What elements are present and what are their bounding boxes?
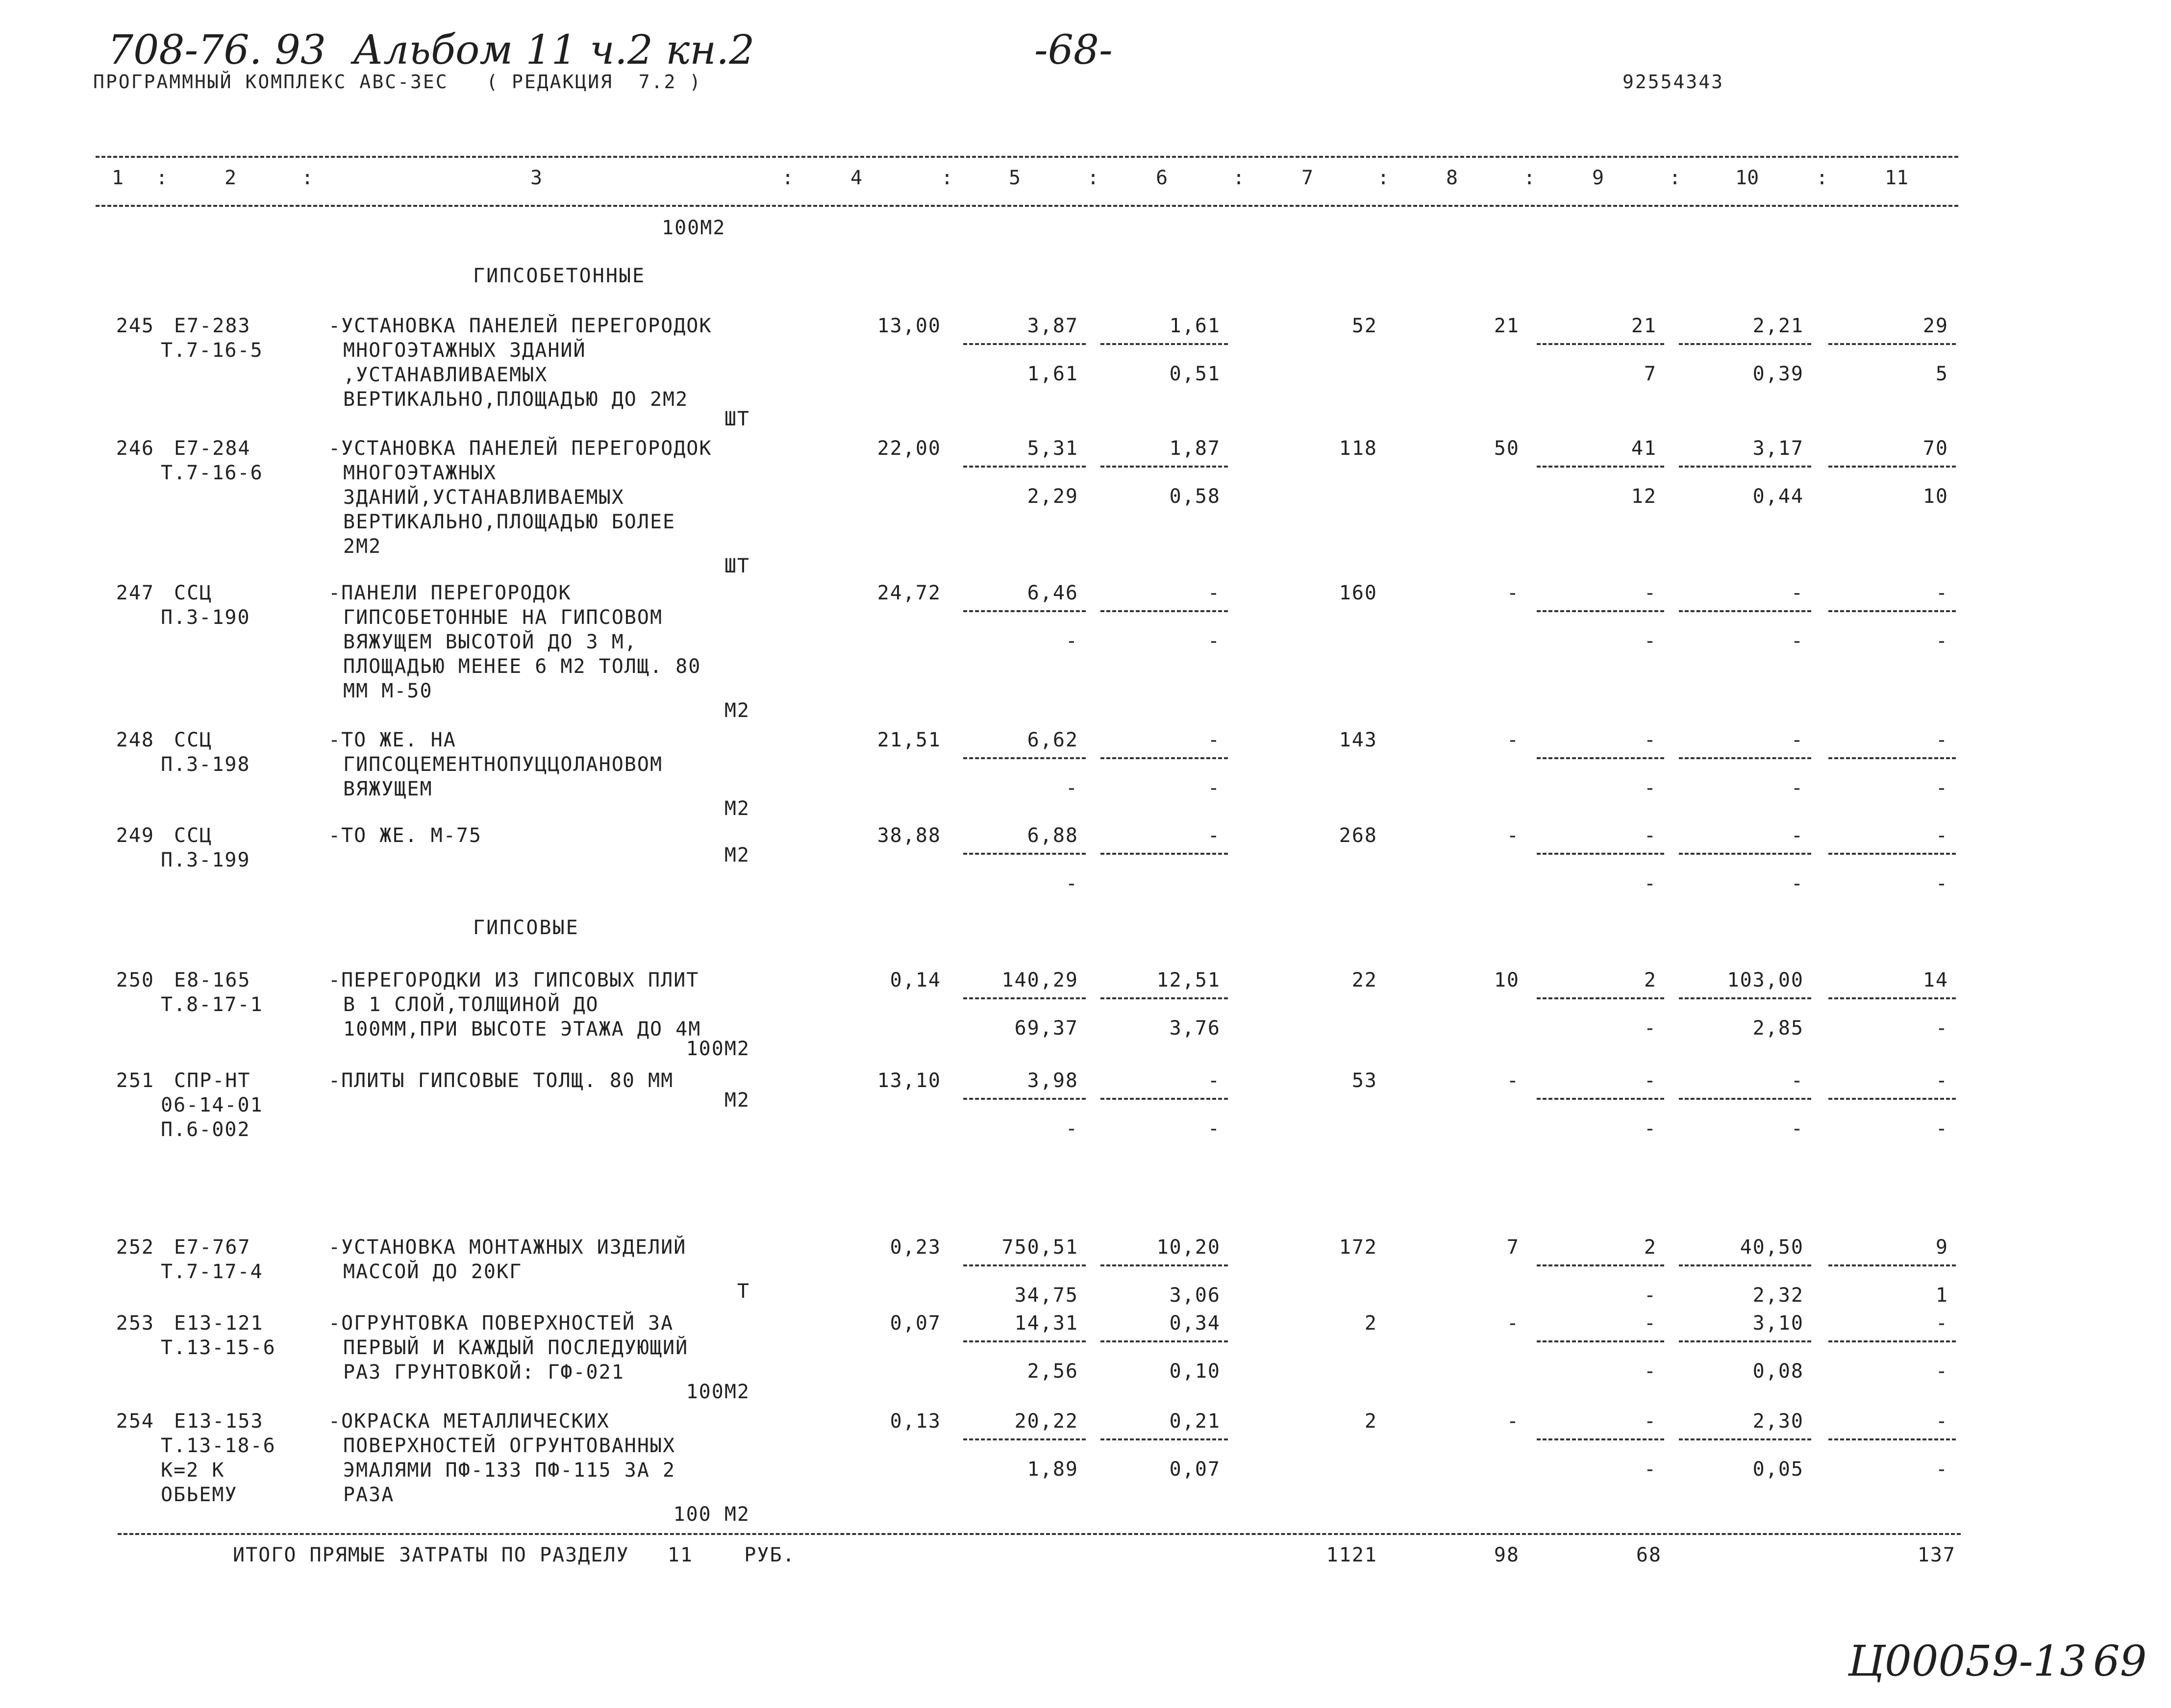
fraction-line — [1537, 1098, 1664, 1100]
row-c5b: 1,61 — [1027, 363, 1078, 385]
fraction-line — [1679, 757, 1811, 759]
row-c11b: 5 — [1935, 363, 1948, 385]
col-separator: : — [1523, 167, 1536, 189]
row-c11: - — [1935, 1410, 1948, 1433]
row-c9: - — [1644, 824, 1657, 847]
row-number: 253 — [116, 1312, 154, 1335]
total-col-9: 68 — [1636, 1544, 1662, 1566]
fraction-line — [1828, 1098, 1956, 1100]
row-description: ВЕРТИКАЛЬНО,ПЛОЩАДЬЮ БОЛЕЕ — [343, 511, 676, 533]
row-c6: 10,20 — [1156, 1236, 1221, 1259]
col-separator: : — [1233, 167, 1245, 189]
section-title: ГИПСОБЕТОННЫЕ — [473, 265, 646, 287]
row-description: ЗДАНИЙ,УСТАНАВЛИВАЕМЫХ — [343, 486, 624, 509]
row-number: 246 — [116, 437, 154, 460]
row-code: Т.13-15-6 — [161, 1337, 276, 1359]
fraction-line — [1679, 466, 1811, 468]
row-unit: М2 — [724, 797, 750, 820]
row-c6: - — [1207, 1069, 1221, 1092]
row-c11b: - — [1935, 1458, 1948, 1481]
row-c6: - — [1207, 824, 1221, 847]
row-c6b: 0,58 — [1169, 485, 1221, 508]
fraction-line — [1828, 997, 1956, 999]
row-c5b: 69,37 — [1014, 1017, 1078, 1040]
row-c11b: - — [1935, 1117, 1948, 1140]
row-c6: 1,87 — [1169, 437, 1221, 460]
row-col-8: - — [1506, 1312, 1520, 1335]
row-description: МНОГОЭТАЖНЫХ — [343, 462, 497, 484]
row-description: ПЛОЩАДЬЮ МЕНЕЕ 6 М2 ТОЛЩ. 80 — [343, 655, 701, 678]
fraction-line — [963, 1264, 1086, 1266]
fraction-line — [1100, 1098, 1228, 1100]
row-col-7: 2 — [1364, 1312, 1377, 1335]
fraction-line — [1537, 757, 1664, 759]
fraction-line — [1828, 1264, 1956, 1266]
fraction-line — [1828, 466, 1956, 468]
row-c11: 9 — [1935, 1236, 1948, 1259]
row-c9: 2 — [1644, 1236, 1657, 1259]
row-col-7: 268 — [1339, 824, 1377, 847]
row-c10b: - — [1791, 630, 1804, 652]
row-c10b: 0,05 — [1752, 1458, 1804, 1481]
row-c6: 12,51 — [1156, 969, 1221, 991]
row-description: ВЯЖУЩЕМ — [343, 778, 433, 800]
row-c11b: - — [1935, 872, 1948, 895]
row-c10b: 2,32 — [1752, 1284, 1804, 1307]
row-description: ММ М-50 — [343, 680, 433, 702]
row-c9b: - — [1644, 1017, 1657, 1040]
row-description: 100ММ,ПРИ ВЫСОТЕ ЭТАЖА ДО 4М — [343, 1018, 701, 1040]
row-code: Т.7-16-5 — [161, 339, 263, 362]
row-code: ССЦ — [174, 824, 213, 847]
row-description: -ПЛИТЫ ГИПСОВЫЕ ТОЛЩ. 80 ММ — [328, 1069, 674, 1092]
row-col-7: 2 — [1364, 1410, 1377, 1433]
row-c6b: 0,51 — [1169, 363, 1221, 385]
row-c11: - — [1935, 729, 1948, 751]
code-number: 92554343 — [1622, 71, 1724, 93]
row-description: -УСТАНОВКА МОНТАЖНЫХ ИЗДЕЛИЙ — [328, 1236, 687, 1259]
fraction-line — [1537, 997, 1664, 999]
row-number: 251 — [116, 1069, 154, 1092]
row-c5b: 34,75 — [1014, 1284, 1078, 1307]
row-c10b: 2,85 — [1752, 1017, 1804, 1040]
row-code: 06-14-01 — [161, 1094, 263, 1116]
row-code: Т.13-18-6 — [161, 1435, 276, 1457]
row-c10: 2,21 — [1752, 315, 1804, 337]
row-c5b: 1,89 — [1027, 1458, 1078, 1481]
row-description: -ОКРАСКА МЕТАЛЛИЧЕСКИХ — [328, 1410, 610, 1433]
row-c5: 6,88 — [1027, 824, 1078, 847]
row-c9: - — [1644, 1069, 1657, 1092]
col-separator: : — [1087, 167, 1099, 189]
row-unit: ШТ — [724, 408, 750, 430]
row-description: ,УСТАНАВЛИВАЕМЫХ — [343, 364, 548, 386]
row-c6b: - — [1207, 1117, 1221, 1140]
row-unit: 100М2 — [686, 1381, 750, 1403]
row-c9: - — [1644, 582, 1657, 604]
col-header-3: 3 — [530, 167, 543, 189]
row-code: П.3-190 — [161, 606, 250, 629]
row-c5: 3,98 — [1027, 1069, 1078, 1092]
row-c9b: - — [1644, 872, 1657, 895]
fraction-line — [1100, 757, 1228, 759]
fraction-line — [1828, 1438, 1956, 1440]
row-c9: 41 — [1631, 437, 1657, 460]
row-unit: 100М2 — [686, 1038, 750, 1060]
col-header-1: 1 — [112, 167, 124, 189]
fraction-line — [1828, 853, 1956, 855]
row-col-7: 172 — [1339, 1236, 1377, 1259]
row-col-4: 0,23 — [890, 1236, 941, 1259]
row-col-7: 143 — [1339, 729, 1377, 751]
header-rule-top — [96, 156, 1958, 158]
row-c5b: 2,56 — [1027, 1360, 1078, 1383]
row-c5: 20,22 — [1014, 1410, 1078, 1433]
row-description: ПОВЕРХНОСТЕЙ ОГРУНТОВАННЫХ — [343, 1435, 676, 1457]
row-description: -УСТАНОВКА ПАНЕЛЕЙ ПЕРЕГОРОДОК — [328, 315, 712, 337]
fraction-line — [1100, 343, 1228, 345]
row-c9b: - — [1644, 630, 1657, 652]
row-col-8: 50 — [1494, 437, 1520, 460]
col-header-4: 4 — [850, 167, 863, 189]
row-c6b: 0,10 — [1169, 1360, 1221, 1383]
row-description: РАЗ ГРУНТОВКОЙ: ГФ-021 — [343, 1361, 624, 1384]
row-code: Е13-121 — [174, 1312, 264, 1335]
row-c11b: - — [1935, 1017, 1948, 1040]
row-description: -ПЕРЕГОРОДКИ ИЗ ГИПСОВЫХ ПЛИТ — [328, 969, 699, 991]
row-description: ПЕРВЫЙ И КАЖДЫЙ ПОСЛЕДУЮЩИЙ — [343, 1337, 689, 1359]
row-col-4: 0,13 — [890, 1410, 941, 1433]
row-c5b: 2,29 — [1027, 485, 1078, 508]
row-c9b: - — [1644, 1117, 1657, 1140]
fraction-line — [1679, 1264, 1811, 1266]
row-description: 2М2 — [343, 535, 382, 558]
fraction-line — [1537, 466, 1664, 468]
row-unit: М2 — [724, 844, 750, 866]
row-description: ГИПСОБЕТОННЫЕ НА ГИПСОВОМ — [343, 606, 663, 629]
fraction-line — [963, 610, 1086, 612]
col-separator: : — [301, 167, 314, 189]
row-code: К=2 К — [161, 1459, 225, 1482]
row-c9: - — [1644, 1410, 1657, 1433]
row-col-8: - — [1506, 729, 1520, 751]
fraction-line — [1679, 1098, 1811, 1100]
fraction-line — [963, 853, 1086, 855]
row-c5b: - — [1065, 777, 1078, 799]
fraction-line — [1537, 1340, 1664, 1342]
row-c9b: 12 — [1631, 485, 1657, 508]
row-col-4: 21,51 — [877, 729, 941, 751]
total-col-8: 98 — [1494, 1544, 1520, 1566]
fraction-line — [1537, 1438, 1664, 1440]
row-c9: 21 — [1631, 315, 1657, 337]
row-col-8: - — [1506, 582, 1520, 604]
row-col-8: 7 — [1506, 1236, 1520, 1259]
row-col-7: 53 — [1351, 1069, 1377, 1092]
row-c6: 1,61 — [1169, 315, 1221, 337]
row-description: МНОГОЭТАЖНЫХ ЗДАНИЙ — [343, 339, 586, 362]
col-separator: : — [156, 167, 168, 189]
row-col-8: - — [1506, 1069, 1520, 1092]
row-code: П.6-002 — [161, 1118, 250, 1141]
row-c11: - — [1935, 1312, 1948, 1335]
row-col-4: 0,14 — [890, 969, 941, 991]
fraction-line — [1100, 1264, 1228, 1266]
fraction-line — [1679, 853, 1811, 855]
row-c11: - — [1935, 1069, 1948, 1092]
row-c11: - — [1935, 824, 1948, 847]
row-col-8: 21 — [1494, 315, 1520, 337]
row-description: -УСТАНОВКА ПАНЕЛЕЙ ПЕРЕГОРОДОК — [328, 437, 712, 460]
header-rule-bottom — [96, 205, 1958, 207]
row-code: П.3-199 — [161, 849, 250, 871]
doc-code: 708-76. 93 — [108, 27, 326, 74]
row-c6: - — [1207, 729, 1221, 751]
row-c11b: 1 — [1935, 1284, 1948, 1307]
row-c6b: 3,76 — [1169, 1017, 1221, 1040]
row-c9: - — [1644, 1312, 1657, 1335]
row-c10b: 0,44 — [1752, 485, 1804, 508]
page-number: -68- — [1034, 27, 1113, 74]
row-c6: 0,21 — [1169, 1410, 1221, 1433]
row-code: Е7-283 — [174, 315, 251, 337]
row-c10: 40,50 — [1740, 1236, 1804, 1259]
row-c11: - — [1935, 582, 1948, 604]
col-separator: : — [782, 167, 794, 189]
row-col-7: 52 — [1351, 315, 1377, 337]
sheet-number: 69 — [2093, 1637, 2147, 1686]
fraction-line — [1537, 343, 1664, 345]
row-c10: - — [1791, 824, 1804, 847]
row-c6b: - — [1207, 630, 1221, 652]
row-code: Т.8-17-1 — [161, 993, 263, 1016]
fraction-line — [1679, 610, 1811, 612]
program-title: ПРОГРАММНЫЙ КОМПЛЕКС АВС-3ЕС ( РЕДАКЦИЯ 7.2 ) — [93, 71, 702, 93]
fraction-line — [1100, 466, 1228, 468]
footer-stamp: Ц00059-13 — [1848, 1637, 2087, 1686]
row-c11b: - — [1935, 630, 1948, 652]
row-c10b: 0,08 — [1752, 1360, 1804, 1383]
row-description: ЭМАЛЯМИ ПФ-133 ПФ-115 ЗА 2 — [343, 1459, 676, 1482]
row-description: РАЗА — [343, 1484, 395, 1506]
fraction-line — [963, 757, 1086, 759]
row-description: ВЕРТИКАЛЬНО,ПЛОЩАДЬЮ ДО 2М2 — [343, 388, 689, 411]
row-code: ССЦ — [174, 729, 213, 751]
row-c9b: - — [1644, 1458, 1657, 1481]
fraction-line — [1679, 343, 1811, 345]
row-code: Т.7-16-6 — [161, 462, 263, 484]
total-rule — [118, 1533, 1961, 1535]
fraction-line — [1828, 1340, 1956, 1342]
row-c5: 6,62 — [1027, 729, 1078, 751]
row-c9b: - — [1644, 777, 1657, 799]
row-c9b: 7 — [1644, 363, 1657, 385]
row-c11b: - — [1935, 1360, 1948, 1383]
col-header-5: 5 — [1009, 167, 1021, 189]
row-code: Е13-153 — [174, 1410, 264, 1433]
row-col-4: 13,10 — [877, 1069, 941, 1092]
row-c9b: - — [1644, 1284, 1657, 1307]
col-header-2: 2 — [225, 167, 237, 189]
fraction-line — [1537, 610, 1664, 612]
row-c6: 0,34 — [1169, 1312, 1221, 1335]
fraction-line — [1100, 997, 1228, 999]
row-c10b: - — [1791, 777, 1804, 799]
row-number: 247 — [116, 582, 154, 604]
row-description: -ПАНЕЛИ ПЕРЕГОРОДОК — [328, 582, 572, 604]
total-col-11: 137 — [1917, 1544, 1956, 1566]
row-description: -ОГРУНТОВКА ПОВЕРХНОСТЕЙ ЗА — [328, 1312, 674, 1335]
row-c5b: - — [1065, 1117, 1078, 1140]
row-col-7: 22 — [1351, 969, 1377, 991]
row-code: П.3-198 — [161, 753, 250, 776]
fraction-line — [1679, 997, 1811, 999]
row-unit: М2 — [724, 699, 750, 722]
fraction-line — [1100, 853, 1228, 855]
row-code: Е8-165 — [174, 969, 251, 991]
fraction-line — [963, 1340, 1086, 1342]
col-header-8: 8 — [1446, 167, 1458, 189]
col-header-6: 6 — [1156, 167, 1168, 189]
fraction-line — [1537, 1264, 1664, 1266]
row-col-7: 118 — [1339, 437, 1377, 460]
row-c6b: 3,06 — [1169, 1284, 1221, 1307]
fraction-line — [1828, 757, 1956, 759]
row-c6b: - — [1207, 777, 1221, 799]
fraction-line — [963, 343, 1086, 345]
col-separator: : — [941, 167, 953, 189]
row-code: ОБЬЕМУ — [161, 1484, 238, 1506]
row-c9b: - — [1644, 1360, 1657, 1383]
row-col-4: 0,07 — [890, 1312, 941, 1335]
row-description: ВЯЖУЩЕМ ВЫСОТОЙ ДО 3 М, — [343, 631, 637, 653]
row-c9: - — [1644, 729, 1657, 751]
total-col-7: 1121 — [1326, 1544, 1377, 1566]
row-code: СПР-НТ — [174, 1069, 251, 1092]
row-number: 252 — [116, 1236, 154, 1259]
row-c10: - — [1791, 729, 1804, 751]
row-c11: 14 — [1922, 969, 1948, 991]
row-c5: 3,87 — [1027, 315, 1078, 337]
row-c10: - — [1791, 582, 1804, 604]
col-separator: : — [1377, 167, 1390, 189]
row-description: -ТО ЖЕ. НА — [328, 729, 456, 751]
row-col-4: 13,00 — [877, 315, 941, 337]
album-title: Альбом 11 ч.2 кн.2 — [353, 27, 755, 74]
row-c10b: - — [1791, 1117, 1804, 1140]
fraction-line — [1679, 1340, 1811, 1342]
row-number: 254 — [116, 1410, 154, 1433]
row-c10: 103,00 — [1727, 969, 1804, 991]
col-header-7: 7 — [1301, 167, 1314, 189]
row-c10: 3,10 — [1752, 1312, 1804, 1335]
row-c5: 6,46 — [1027, 582, 1078, 604]
row-c6: - — [1207, 582, 1221, 604]
row-c10: 3,17 — [1752, 437, 1804, 460]
carry-unit: 100М2 — [662, 217, 726, 239]
fraction-line — [1100, 610, 1228, 612]
fraction-line — [963, 997, 1086, 999]
fraction-line — [1100, 1438, 1228, 1440]
row-description: ГИПСОЦЕМЕНТНОПУЦЦОЛАНОВОМ — [343, 753, 663, 776]
fraction-line — [1100, 1340, 1228, 1342]
col-separator: : — [1816, 167, 1828, 189]
row-c10b: - — [1791, 872, 1804, 895]
fraction-line — [963, 1098, 1086, 1100]
row-c11b: - — [1935, 777, 1948, 799]
row-col-8: - — [1506, 1410, 1520, 1433]
row-description: В 1 СЛОЙ,ТОЛЩИНОЙ ДО — [343, 993, 599, 1016]
fraction-line — [963, 466, 1086, 468]
row-c5: 750,51 — [1001, 1236, 1078, 1259]
col-header-11: 11 — [1885, 167, 1909, 189]
col-separator: : — [1669, 167, 1681, 189]
fraction-line — [1679, 1438, 1811, 1440]
row-c10b: 0,39 — [1752, 363, 1804, 385]
row-code: Е7-767 — [174, 1236, 251, 1259]
row-number: 249 — [116, 824, 154, 847]
row-c11: 29 — [1922, 315, 1948, 337]
col-header-9: 9 — [1592, 167, 1604, 189]
row-code: ССЦ — [174, 582, 213, 604]
row-number: 250 — [116, 969, 154, 991]
row-c11b: 10 — [1922, 485, 1948, 508]
fraction-line — [1828, 610, 1956, 612]
row-col-7: 160 — [1339, 582, 1377, 604]
row-description: МАССОЙ ДО 20КГ — [343, 1261, 523, 1283]
row-c5: 140,29 — [1001, 969, 1078, 991]
row-c5b: - — [1065, 872, 1078, 895]
row-unit: Т — [737, 1280, 750, 1303]
row-col-8: - — [1506, 824, 1520, 847]
row-code: Е7-284 — [174, 437, 251, 460]
total-label: ИТОГО ПРЯМЫЕ ЗАТРАТЫ ПО РАЗДЕЛУ 11 РУБ. — [233, 1544, 796, 1566]
row-col-4: 22,00 — [877, 437, 941, 460]
row-c11: 70 — [1922, 437, 1948, 460]
row-col-4: 38,88 — [877, 824, 941, 847]
row-c5: 14,31 — [1014, 1312, 1078, 1335]
col-header-10: 10 — [1735, 167, 1759, 189]
row-col-8: 10 — [1494, 969, 1520, 991]
fraction-line — [1828, 343, 1956, 345]
section-title: ГИПСОВЫЕ — [473, 916, 579, 939]
row-c6b: 0,07 — [1169, 1458, 1221, 1481]
row-c10: 2,30 — [1752, 1410, 1804, 1433]
row-number: 248 — [116, 729, 154, 751]
row-unit: М2 — [724, 1089, 750, 1112]
row-c9: 2 — [1644, 969, 1657, 991]
row-number: 245 — [116, 315, 154, 337]
row-col-4: 24,72 — [877, 582, 941, 604]
row-c10: - — [1791, 1069, 1804, 1092]
row-code: Т.7-17-4 — [161, 1261, 263, 1283]
row-c5: 5,31 — [1027, 437, 1078, 460]
row-c5b: - — [1065, 630, 1078, 652]
row-unit: 100 М2 — [673, 1503, 750, 1526]
row-unit: ШТ — [724, 555, 750, 577]
fraction-line — [963, 1438, 1086, 1440]
row-description: -ТО ЖЕ. М-75 — [328, 824, 482, 847]
fraction-line — [1537, 853, 1664, 855]
